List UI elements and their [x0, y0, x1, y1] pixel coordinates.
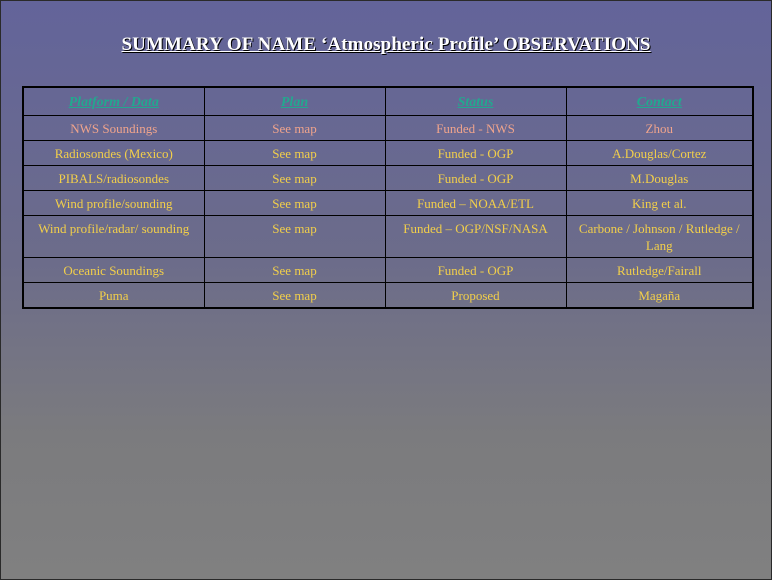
cell-platform: Wind profile/sounding — [23, 191, 204, 216]
cell-contact: Carbone / Johnson / Rutledge / Lang — [566, 216, 753, 258]
cell-contact: Rutledge/Fairall — [566, 258, 753, 283]
cell-contact: King et al. — [566, 191, 753, 216]
cell-contact: M.Douglas — [566, 166, 753, 191]
header-status: Status — [385, 87, 566, 116]
cell-status: Funded – OGP/NSF/NASA — [385, 216, 566, 258]
cell-plan: See map — [204, 166, 385, 191]
cell-status: Funded – NOAA/ETL — [385, 191, 566, 216]
table-row — [23, 258, 753, 283]
cell-platform: Oceanic Soundings — [23, 258, 204, 283]
cell-plan: See map — [204, 141, 385, 166]
slide-title: SUMMARY OF NAME ‘Atmospheric Profile’ OBSERVATIONS — [121, 34, 651, 55]
table-header-row — [23, 87, 753, 116]
table-row — [23, 141, 753, 166]
table-row — [23, 116, 753, 141]
cell-plan: See map — [204, 191, 385, 216]
cell-platform: Radiosondes (Mexico) — [23, 141, 204, 166]
table-row — [23, 283, 753, 309]
cell-contact: Zhou — [566, 116, 753, 141]
cell-plan: See map — [204, 116, 385, 141]
header-platform-data: Platform / Data — [23, 87, 204, 116]
cell-plan: See map — [204, 258, 385, 283]
table-row — [23, 191, 753, 216]
cell-contact: A.Douglas/Cortez — [566, 141, 753, 166]
cell-plan: See map — [204, 216, 385, 258]
header-contact: Contact — [566, 87, 753, 116]
cell-status: Funded - OGP — [385, 166, 566, 191]
header-plan: Plan — [204, 87, 385, 116]
cell-status: Proposed — [385, 283, 566, 309]
cell-status: Funded - NWS — [385, 116, 566, 141]
cell-platform: NWS Soundings — [23, 116, 204, 141]
cell-platform: Wind profile/radar/ sounding — [23, 216, 204, 258]
cell-plan: See map — [204, 283, 385, 309]
cell-contact: Magaña — [566, 283, 753, 309]
cell-status: Funded - OGP — [385, 258, 566, 283]
cell-status: Funded - OGP — [385, 141, 566, 166]
observations-table — [22, 86, 754, 309]
table-row — [23, 166, 753, 191]
cell-platform: Puma — [23, 283, 204, 309]
cell-platform: PIBALS/radiosondes — [23, 166, 204, 191]
table-row — [23, 216, 753, 258]
